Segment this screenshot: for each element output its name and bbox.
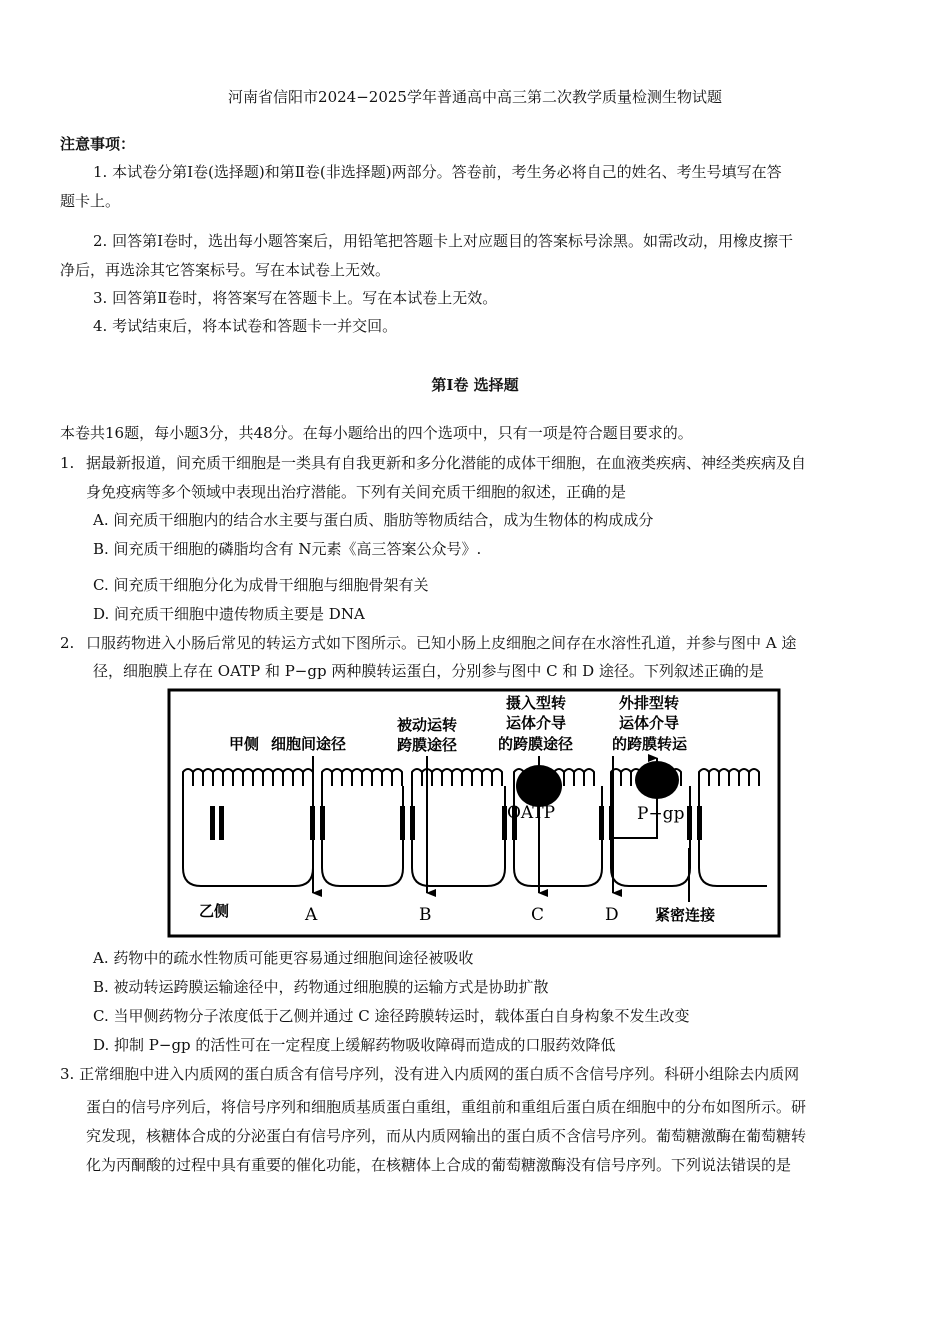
notice-item-2-line-2: 净后，再选涂其它答案标号。写在本试卷上无效。 bbox=[60, 261, 391, 279]
tight-junction-marks bbox=[210, 806, 702, 840]
uptake-label-line-3: 的跨膜途径 bbox=[498, 735, 574, 753]
path-letter-c: C bbox=[531, 905, 545, 925]
pgp-transporter bbox=[635, 761, 679, 799]
efflux-label-line-2: 运体介导 bbox=[619, 714, 680, 732]
pgp-label: P−gp bbox=[637, 804, 685, 824]
notice-item-2-line-1: 2. 回答第Ⅰ卷时，选出每小题答案后，用铅笔把答题卡上对应题目的答案标号涂黑。如需改动，用橡皮擦干 bbox=[93, 232, 794, 250]
uptake-label-line-1: 摄入型转 bbox=[506, 694, 567, 712]
section-intro: 本卷共16题，每小题3分，共48分。在每小题给出的四个选项中，只有一项是符合题目要求的。 bbox=[60, 424, 693, 442]
paracellular-label: 细胞间途径 bbox=[271, 735, 347, 753]
q2-number: 2. bbox=[60, 634, 75, 652]
notice-item-1-line-2: 题卡上。 bbox=[60, 192, 121, 210]
microvillus-row bbox=[412, 769, 502, 786]
notice-heading: 注意事项： bbox=[60, 135, 136, 153]
oatp-label: OATP bbox=[507, 803, 556, 823]
q1-option-a: A. 间充质干细胞内的结合水主要与蛋白质、脂肪等物质结合，成为生物体的构成成分 bbox=[93, 511, 654, 529]
q2-option-b: B. 被动转运跨膜运输途径中，药物通过细胞膜的运输方式是协助扩散 bbox=[93, 978, 549, 996]
q3-stem-line-4: 化为丙酮酸的过程中具有重要的催化功能，在核糖体上合成的葡萄糖激酶没有信号序列。下列说法错误的是 bbox=[86, 1156, 792, 1174]
q1-option-d: D. 间充质干细胞中遗传物质主要是 DNA bbox=[93, 605, 365, 623]
microvillus-row bbox=[322, 769, 402, 786]
microvillus-row bbox=[699, 769, 759, 786]
exam-title: 河南省信阳市2024−2025学年普通高中高三第二次教学质量检测生物试题 bbox=[228, 88, 722, 106]
drug-transport-diagram bbox=[167, 688, 781, 938]
q1-stem-line-2: 身免疫病等多个领域中表现出治疗潜能。下列有关间充质干细胞的叙述，正确的是 bbox=[86, 483, 627, 501]
q2-option-c: C. 当甲侧药物分子浓度低于乙侧并通过 C 途径跨膜转运时，载体蛋白自身构象不发生改变 bbox=[93, 1007, 690, 1025]
transport-arrows bbox=[313, 756, 657, 893]
q1-stem-line-1: 据最新报道，间充质干细胞是一类具有自我更新和多分化潜能的成体干细胞，在血液类疾病、神经类疾病及自 bbox=[86, 454, 807, 472]
side-b-label: 乙侧 bbox=[199, 902, 230, 920]
section-title: 第Ⅰ卷 选择题 bbox=[431, 376, 519, 394]
path-letter-b: B bbox=[419, 905, 432, 925]
q2-stem-line-1: 口服药物进入小肠后常见的转运方式如下图所示。已知小肠上皮细胞之间存在水溶性孔道，并参与图中 A 途 bbox=[86, 634, 797, 652]
q1-number: 1. bbox=[60, 454, 75, 472]
notice-item-3: 3. 回答第Ⅱ卷时，将答案写在答题卡上。写在本试卷上无效。 bbox=[93, 289, 498, 307]
q2-option-d: D. 抑制 P−gp 的活性可在一定程度上缓解药物吸收障碍而造成的口服药效降低 bbox=[93, 1036, 616, 1054]
efflux-label-line-1: 外排型转 bbox=[619, 694, 680, 712]
side-a-label: 甲侧 bbox=[229, 735, 260, 753]
oatp-transporter bbox=[516, 765, 562, 807]
notice-item-4: 4. 考试结束后，将本试卷和答题卡一并交回。 bbox=[93, 317, 398, 335]
microvillus-row bbox=[183, 769, 313, 786]
passive-label-line-2: 跨膜途径 bbox=[397, 736, 458, 754]
q2-stem-line-2: 径，细胞膜上存在 OATP 和 P−gp 两种膜转运蛋白，分别参与图中 C 和 D 途径。下列叙述正确的是 bbox=[93, 662, 764, 680]
q3-stem-line-2: 蛋白的信号序列后，将信号序列和细胞质基质蛋白重组，重组前和重组后蛋白质在细胞中的分布如图所示。研 bbox=[86, 1098, 807, 1116]
q2-option-a: A. 药物中的疏水性物质可能更容易通过细胞间途径被吸收 bbox=[93, 949, 474, 967]
epithelial-cells bbox=[183, 786, 767, 886]
q1-option-b: B. 间充质干细胞的磷脂均含有 N元素《高三答案公众号》. bbox=[93, 540, 482, 558]
q1-option-c: C. 间充质干细胞分化为成骨干细胞与细胞骨架有关 bbox=[93, 576, 429, 594]
notice-item-1-line-1: 1. 本试卷分第Ⅰ卷(选择题)和第Ⅱ卷(非选择题)两部分。答卷前，考生务必将自己的姓名、考生号填写在答 bbox=[93, 163, 782, 181]
efflux-label-line-3: 的跨膜转运 bbox=[612, 735, 688, 753]
q3-stem-line-3: 究发现，核糖体合成的分泌蛋白有信号序列，而从内质网输出的蛋白质不含信号序列。葡萄糖激酶在葡萄糖转 bbox=[86, 1127, 807, 1145]
q3-stem-line-1: 3. 正常细胞中进入内质网的蛋白质含有信号序列，没有进入内质网的蛋白质不含信号序列。科研小组除去内质网 bbox=[60, 1065, 800, 1083]
path-letter-a: A bbox=[305, 905, 318, 925]
uptake-label-line-2: 运体介导 bbox=[506, 714, 567, 732]
path-letter-d: D bbox=[605, 905, 619, 925]
passive-label-line-1: 被动运转 bbox=[397, 716, 458, 734]
tight-junction-label: 紧密连接 bbox=[655, 906, 716, 924]
